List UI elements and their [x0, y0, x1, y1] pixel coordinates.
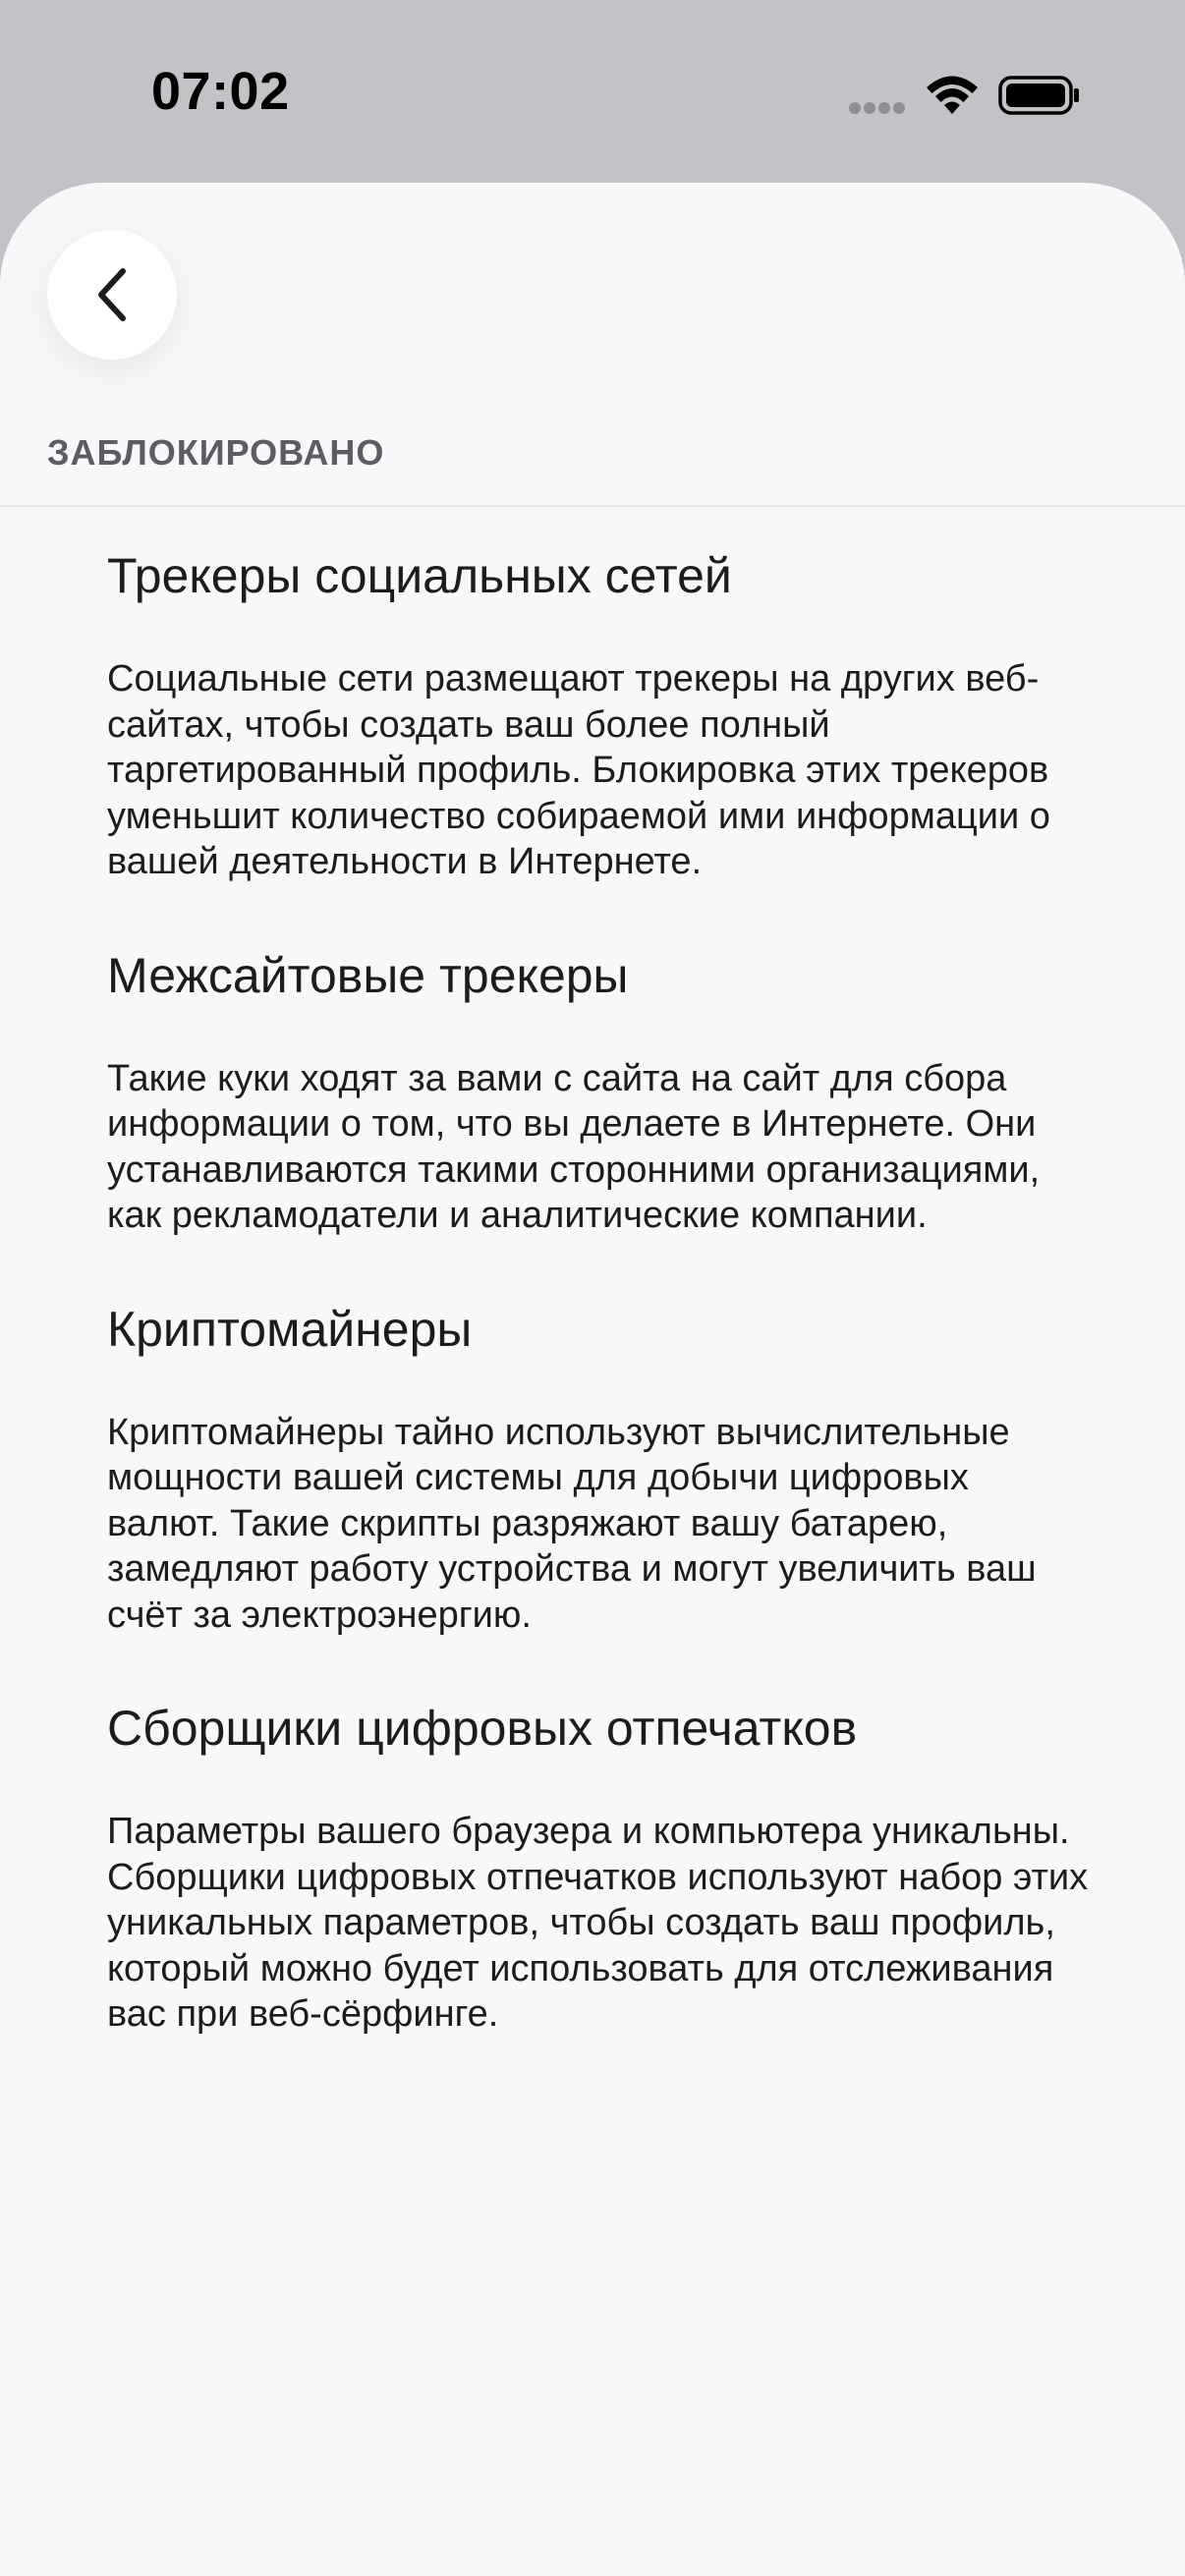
item-description: Параметры вашего браузера и компьютера уникальны. Сборщики цифровых отпечатков используют набор этих уникальных параметров, чтобы создать ваш профиль, который можно будет использовать для отслеживания вас при веб-сёрфинге. [107, 1811, 1089, 2035]
battery-icon [998, 75, 1081, 116]
list-item-social-trackers [107, 546, 1090, 885]
item-title: Трекеры социальных сетей [107, 548, 732, 603]
blocked-list [107, 546, 1090, 2099]
status-time: 07:02 [151, 62, 290, 121]
list-item-cross-site-trackers [107, 946, 1090, 1239]
item-description: Криптомайнеры тайно используют вычислительные мощности вашей системы для добычи цифровых валют. Такие скрипты разряжают вашу батарею, замедляют работу устройства и могут увеличить ваш счёт за электроэнергию. [107, 1411, 1037, 1636]
back-button[interactable] [47, 230, 177, 360]
item-title: Сборщики цифровых отпечатков [107, 1701, 858, 1756]
section-header: ЗАБЛОКИРОВАНО [47, 432, 385, 473]
status-bar [0, 0, 1185, 183]
tracker-info-sheet [0, 183, 1185, 2576]
chevron-left-icon [89, 265, 135, 324]
wifi-icon [924, 73, 981, 116]
item-title: Криптомайнеры [107, 1301, 473, 1357]
list-item-fingerprinters [107, 1699, 1090, 2038]
item-description: Такие куки ходят за вами с сайта на сайт для сбора информации о том, что вы делаете в Интернете. Они устанавливаются такими сторонними организациями, как рекламодатели и аналитические компании. [107, 1057, 1041, 1236]
item-description: Социальные сети размещают трекеры на других веб-сайтах, чтобы создать ваш более полный таргетированный профиль. Блокировка этих трекеров уменьшит количество собираемой ими информации о вашей деятельности в Интернете. [107, 658, 1050, 882]
cellular-signal-icon [849, 102, 906, 116]
list-item-cryptominers [107, 1300, 1090, 1639]
item-title: Межсайтовые трекеры [107, 947, 629, 1003]
divider [0, 505, 1185, 507]
